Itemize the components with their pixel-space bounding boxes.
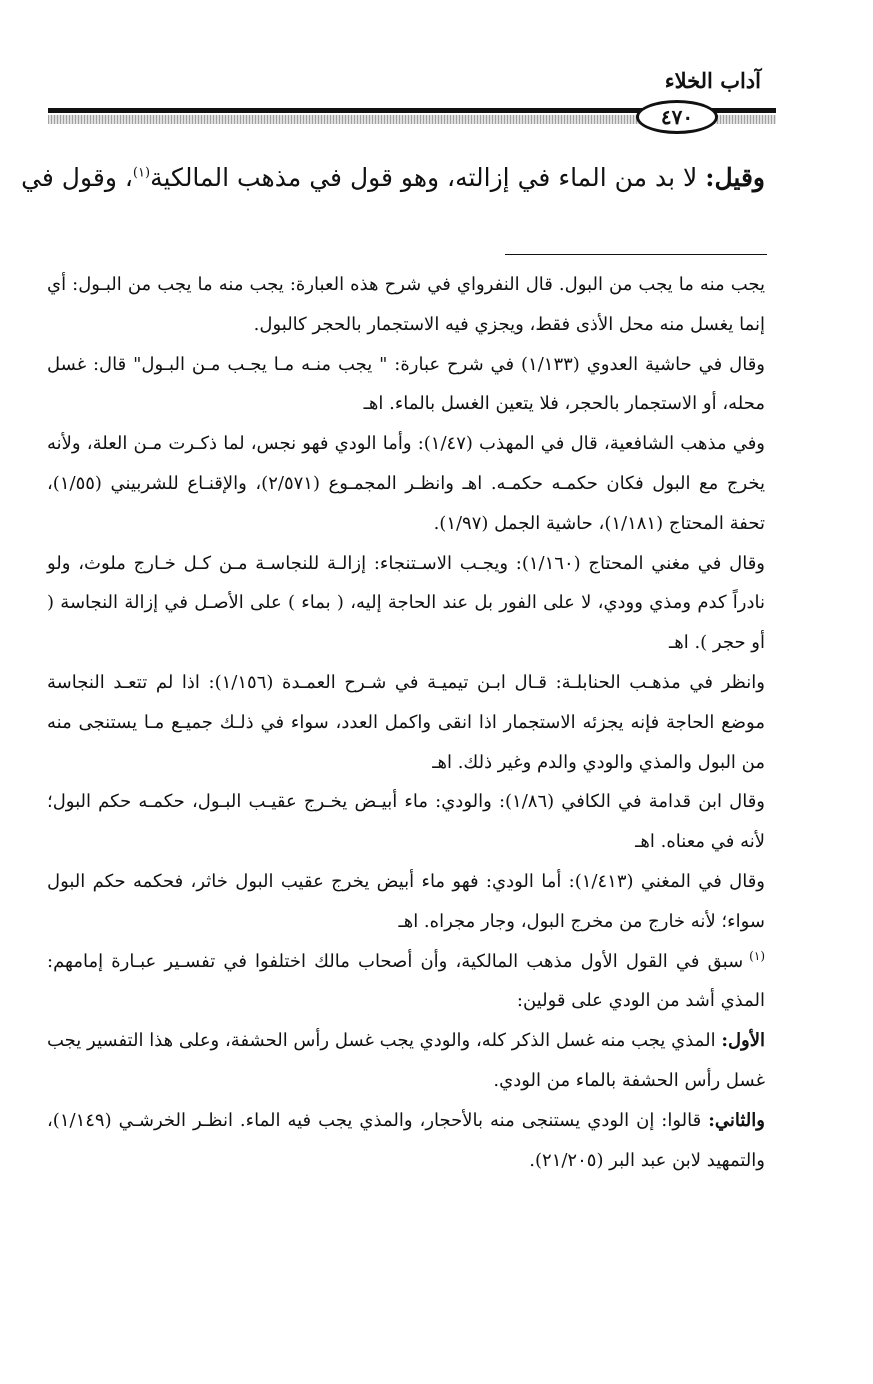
footnote-paragraph [47, 1021, 765, 1101]
page-number: ٤٧٠ [636, 100, 718, 134]
footnote-separator [505, 254, 767, 255]
main-text: لا بد من الماء في إزالته، وهو قول في مذهب المالكية [150, 163, 706, 192]
paragraph-lead-word: الأول: [721, 1030, 765, 1052]
running-title: آداب الخلاء [664, 68, 761, 93]
footnote-paragraph [47, 1101, 765, 1181]
footnote-paragraph [47, 862, 765, 942]
paragraph-text: قالوا: إن الودي يستنجى منه بالأحجار، والمذي يجب فيه الماء. انظـر الخرشـي (١/١٤٩)، والتمهيد لابن عبد البر (٢١/٢٠٥). [47, 1109, 765, 1171]
main-lead-word: وقيل: [705, 163, 765, 192]
footnote-paragraph [47, 782, 765, 862]
footnote-number: (١) [749, 948, 765, 963]
footnote-paragraph [47, 942, 765, 1022]
footnote-paragraph [47, 663, 765, 782]
footnote-paragraph [47, 424, 765, 543]
paragraph-text: وقال في مغني المحتاج (١/١٦٠): ويجـب الاسـتنجاء: إزالـة للنجاسـة مـن كـل خـارج ملوث، ولو نادراً كدم ومذي وودي، لا على الفور بل عند الحاجة إليه، ( بماء ) على الأصـل في إزالة النجاسة ( أو حجر ). اهـ [47, 552, 765, 654]
paragraph-text: سبق في القول الأول مذهب المالكية، وأن أصحاب مالك اختلفوا في تفسـير عبـارة إمامهم: المذي أشد من الودي على قولين: [47, 950, 765, 1012]
paragraph-text: وقال ابن قدامة في الكافي (١/٨٦): والودي: ماء أبيـض يخـرج عقيـب البـول، حكمـه حكم البول؛ لأنه في معناه. اهـ [47, 791, 765, 853]
paragraph-text: وقال في المغني (١/٤١٣): أما الودي: فهو ماء أبيض يخرج عقيب البول خاثر، فحكمه حكم البول سواء؛ لأنه خارج من مخرج البول، وجار مجراه. اهـ [47, 870, 765, 932]
footnote-reference: (١) [132, 165, 151, 181]
footnote-paragraph [47, 544, 765, 663]
paragraph-text: وانظر في مذهـب الحنابلـة: قـال ابـن تيميـة في شـرح العمـدة (١/١٥٦): اذا لم تتعـد النجاسة موضع الحاجة فإنه يجزئه الاستجمار اذا انقى واكمل العدد، سواء في ذلـك جميـع مـا يستنجى منه من البول والمذي والودي والدم وغير ذلك. اهـ [47, 671, 765, 773]
paragraph-text: وقال في حاشية العدوي (١/١٣٣) في شرح عبارة: " يجب منـه مـا يجـب مـن البـول" قال: غسل محله، أو الاستجمار بالحجر، فلا يتعين الغسل بالماء. اهـ [47, 353, 765, 415]
main-text-tail: ، وقول في [21, 163, 133, 192]
paragraph-text: المذي يجب منه غسل الذكر كله، والودي يجب غسل رأس الحشفة، وعلى هذا التفسير يجب غسل رأس الحشفة بالماء من الودي. [47, 1030, 765, 1091]
paragraph-lead-word: والثاني: [708, 1109, 765, 1131]
paragraph-text: وفي مذهب الشافعية، قال في المهذب (١/٤٧): وأما الودي فهو نجس، لما ذكـرت مـن العلة، ولأنه يخرج مع البول فكان حكمـه حكمـه. اهـ وانظـر المجمـوع (٢/٥٧١)، والإقنـاع للشربيني (١/٥٥)، تحفة المحتاج (١/١٨١)، حاشية الجمل (١/٩٧). [47, 433, 765, 534]
footnote-paragraph [47, 265, 765, 345]
main-text-line [21, 158, 765, 198]
footnote-paragraph [47, 345, 765, 425]
paragraph-text: يجب منه ما يجب من البول. قال النفرواي في شرح هذه العبارة: يجب منه ما يجب من البـول: أي إنما يغسل منه محل الأذى فقط، ويجزي فيه الاستجمار بالحجر كالبول. [47, 274, 765, 335]
footnotes-section [47, 265, 765, 1180]
